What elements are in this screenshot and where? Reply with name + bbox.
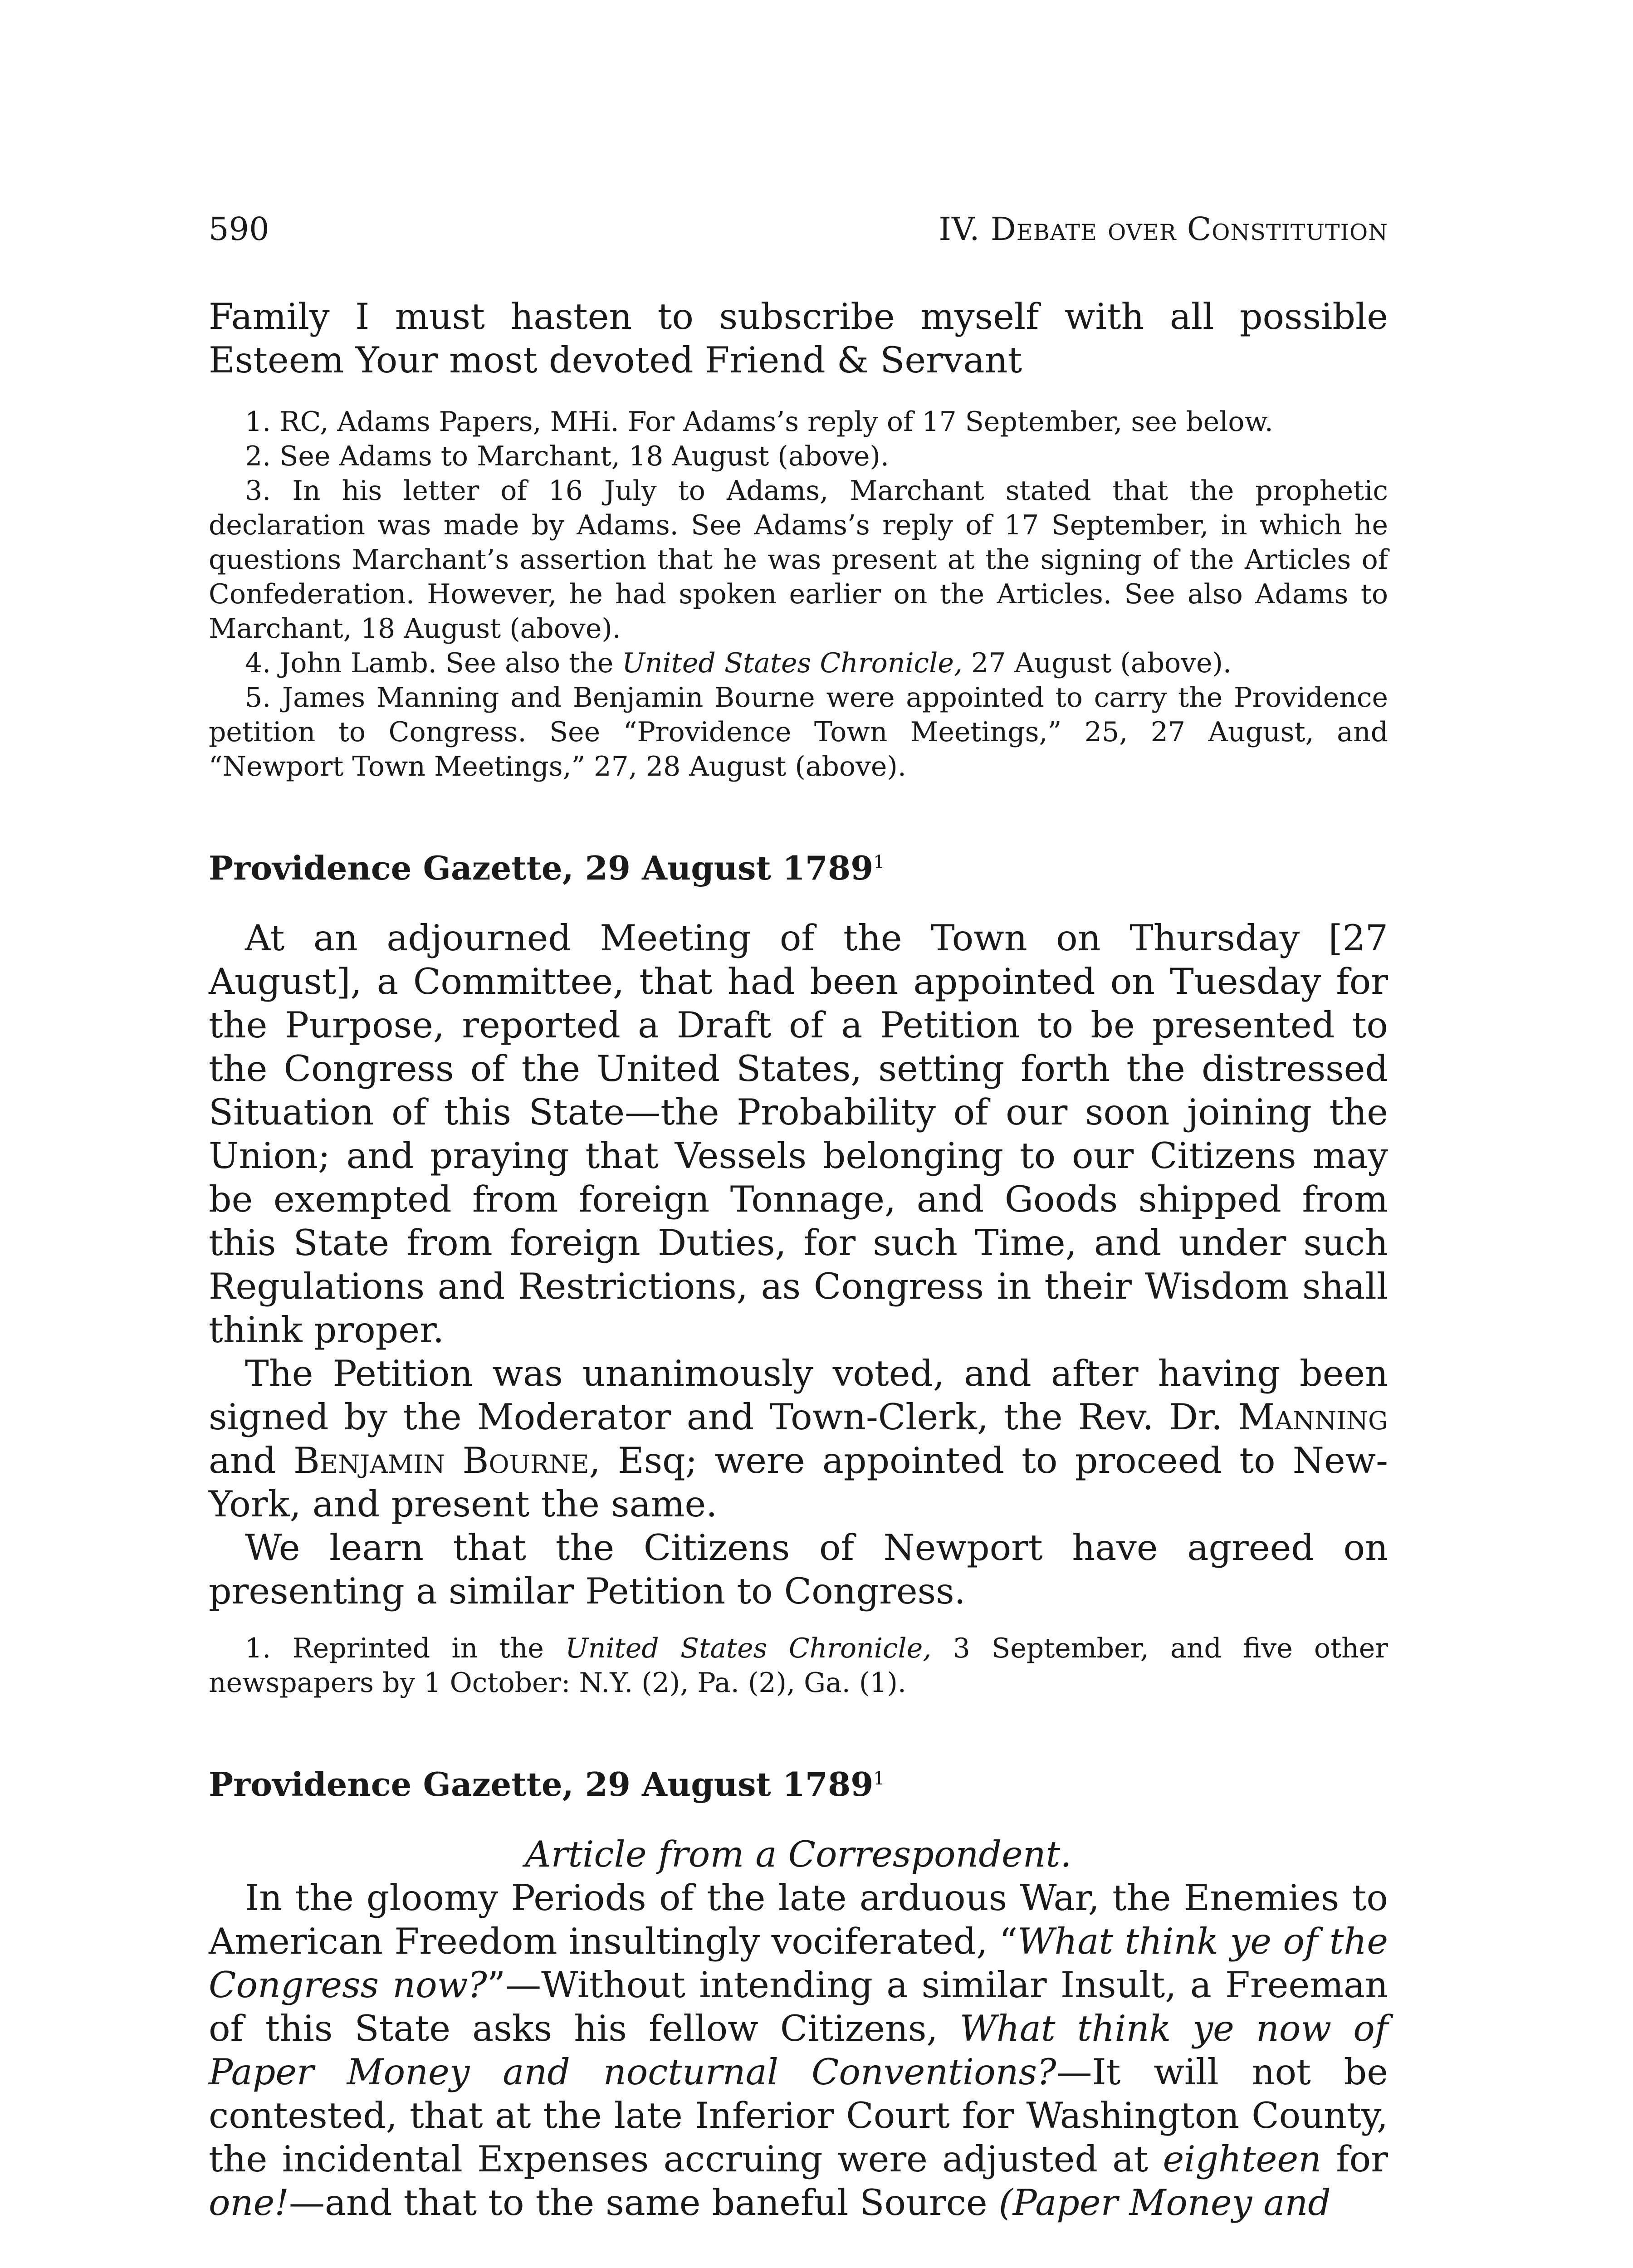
section-2-note-ref: 1 <box>873 1768 885 1789</box>
s2-text-c: ”—Without intending a similar Insult, a Freeman of this State asks his fellow Citizens, <box>209 1964 1388 2049</box>
section-1-para-1: At an adjourned Meeting of the Town on Thursday [27 August], a Committee, that had been appointed on Tuesday for the Purpose, reported a Draft of a Petition to be presented to the Congress of the United States, setting forth the distressed Situation of this State—the Probability of our soon joining the Union; and praying that Vessels belonging to our Citizens may be exempted from foreign Tonnage, and Goods shipped from this State from foreign Duties, for such Time, and under such Regulations and Restrictions, as Congress in their Wisdom shall think proper. <box>209 917 1388 1351</box>
running-head <box>209 210 1388 248</box>
section-2-subtitle: Article from a Correspondent. <box>525 1833 1072 1875</box>
letter-notes <box>209 405 1388 784</box>
page-number: 590 <box>209 210 269 248</box>
section-1-heading <box>209 849 1388 887</box>
section-1-note-ref: 1 <box>873 852 885 873</box>
s2-italic-b: What think ye of the Congress now? <box>209 1921 1388 2006</box>
letter-closing: Family I must hasten to subscribe myself with all possible Esteem Your most devoted Friend & Servant <box>209 296 1388 381</box>
s2-text-g: for <box>1321 2138 1388 2180</box>
section-1-title: Providence Gazette, 29 August 1789 <box>209 849 874 887</box>
section-1-para-2 <box>209 1352 1388 1526</box>
running-title: IV. Debate over Constitution <box>939 210 1388 248</box>
name-bourne: Benjamin Bourne <box>293 1440 589 1481</box>
note-5: 5. James Manning and Benjamin Bourne were appointed to carry the Providence petition to Congress. See “Providence Town Meetings,” 25, 27 August, and “Newport Town Meetings,” 27, 28 August (above). <box>209 682 1388 782</box>
note-4 <box>209 646 1388 680</box>
s2-italic-d: What think ye now of Paper Money and nocturnal Conventions? <box>209 2008 1388 2093</box>
section-2-heading <box>209 1765 1388 1804</box>
s2-text-i: —and that to the same baneful Source <box>288 2182 999 2224</box>
note-4-text: 4. John Lamb. See also the <box>245 647 622 679</box>
s2-italic-h: one! <box>209 2182 289 2224</box>
section-1-notes <box>209 1631 1388 1700</box>
document-page <box>209 210 1389 2224</box>
note-4-text-end: 27 August (above). <box>962 647 1232 679</box>
s1-note-text-end: 3 September, and five other newspapers by 1 October: N.Y. (2), Pa. (2), Ga. (1). <box>209 1633 1388 1699</box>
s2-text-e: —It will not be contested, that at the late Inferior Court for Washington County, the incidental Expenses accruing were adjusted at <box>209 2051 1389 2180</box>
s1-note-italic: United States Chronicle, <box>565 1633 932 1664</box>
para-2-text-b: and <box>209 1440 293 1481</box>
s2-italic-f: eighteen <box>1163 2138 1322 2180</box>
note-2: 2. See Adams to Marchant, 18 August (above). <box>245 440 889 472</box>
note-3: 3. In his letter of 16 July to Adams, Marchant stated that the prophetic declaration was made by Adams. See Adams’s reply of 17 September, in which he questions Marchant’s assertion that he was present at the signing of the Articles of Confederation. However, he had spoken earlier on the Articles. See also Adams to Marchant, 18 August (above). <box>209 475 1388 645</box>
s2-italic-j: (Paper Money and <box>998 2182 1331 2224</box>
section-2-para-1 <box>209 1876 1388 2224</box>
para-2-text-c: , Esq; were appointed to proceed to New-York, and present the same. <box>209 1440 1388 1525</box>
name-manning: Manning <box>1238 1396 1388 1438</box>
section-2-title: Providence Gazette, 29 August 1789 <box>209 1765 874 1804</box>
note-4-italic: United States Chronicle, <box>622 647 963 679</box>
s2-text-a: In the gloomy Periods of the late arduous War, the Enemies to American Freedom insultingly vociferated, “ <box>209 1877 1388 1962</box>
para-2-text-a: The Petition was unanimously voted, and after having been signed by the Moderator and Town-Clerk, the Rev. Dr. <box>209 1353 1388 1438</box>
s1-note-text: 1. Reprinted in the <box>245 1633 566 1664</box>
section-1-para-3: We learn that the Citizens of Newport have agreed on presenting a similar Petition to Congress. <box>209 1527 1388 1612</box>
note-1: 1. RC, Adams Papers, MHi. For Adams’s reply of 17 September, see below. <box>245 406 1273 438</box>
section-1-note-1 <box>209 1631 1388 1700</box>
